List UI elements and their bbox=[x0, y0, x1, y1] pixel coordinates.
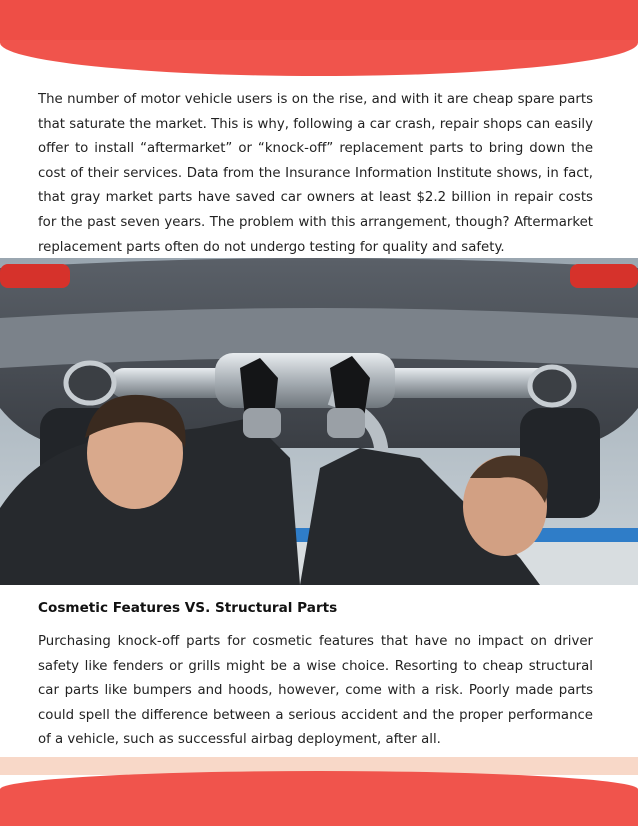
intro-paragraph: The number of motor vehicle users is on the rise, and with it are cheap spare parts that saturate the market. This is why, following a car crash, repair shops can easily offer to install “aftermarket” or “knock-off” replacement parts to bring down the cost of their services. Data from the Insurance Information Institute shows, in fact, that gray market parts have saved car owners at least $2.2 billion in repair costs for the past seven years. The problem with this arrangement, though? Aftermarket replacement parts often do not undergo testing for quality and safety. bbox=[38, 92, 593, 255]
section-paragraph: Purchasing knock-off parts for cosmetic features that have no impact on driver safety like fenders or grills might be a wise choice. Resorting to cheap structural car parts like bumpers and hoods, however, come with a risk. Poorly made parts could spell the difference between a serious accident and the proper performance of a vehicle, such as successful airbag deployment, after all. bbox=[38, 634, 593, 748]
section-heading: Cosmetic Features VS. Structural Parts bbox=[38, 600, 338, 616]
footer-decorative-band bbox=[0, 757, 638, 826]
header-decorative-band bbox=[0, 0, 638, 76]
mechanics-exhaust-photo bbox=[0, 258, 638, 585]
